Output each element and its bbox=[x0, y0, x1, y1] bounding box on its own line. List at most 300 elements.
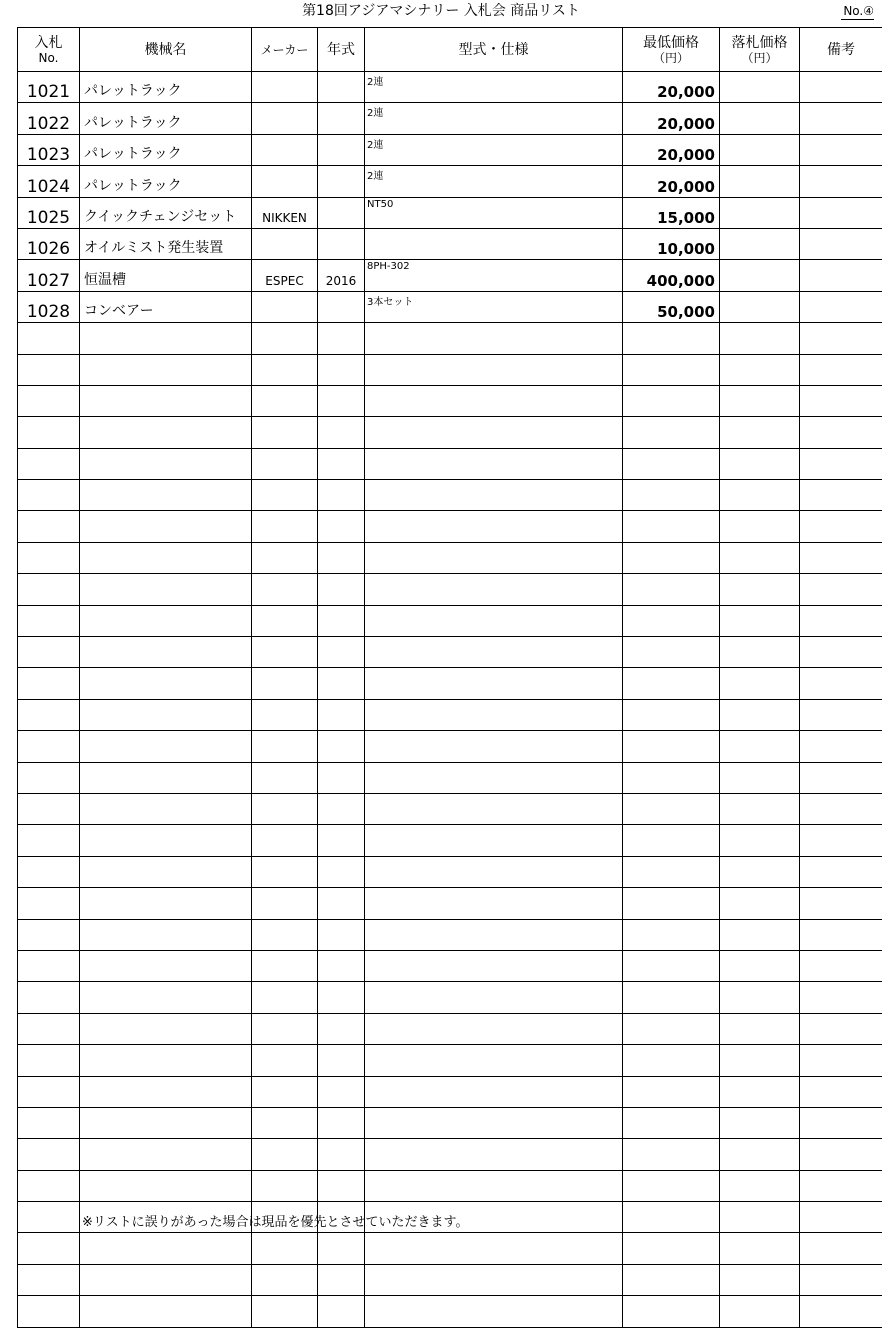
cell-min-price bbox=[623, 888, 720, 919]
cell-notes bbox=[800, 982, 882, 1013]
empty-table-row bbox=[18, 731, 882, 762]
cell-min-price bbox=[623, 982, 720, 1013]
cell-year bbox=[318, 72, 365, 103]
cell-year bbox=[318, 103, 365, 134]
cell-maker bbox=[252, 856, 318, 887]
cell-machine-name bbox=[80, 1139, 252, 1170]
cell-machine-name bbox=[80, 323, 252, 354]
cell-bid-no: 1026 bbox=[18, 228, 80, 259]
cell-win-price bbox=[720, 825, 800, 856]
header-bid-no-line2: No. bbox=[18, 51, 79, 65]
empty-table-row bbox=[18, 1076, 882, 1107]
cell-bid-no bbox=[18, 417, 80, 448]
cell-machine-name bbox=[80, 511, 252, 542]
cell-notes bbox=[800, 637, 882, 668]
header-year: 年式 bbox=[318, 28, 365, 72]
cell-min-price bbox=[623, 637, 720, 668]
table-row bbox=[18, 72, 882, 103]
cell-year bbox=[318, 950, 365, 981]
cell-notes bbox=[800, 793, 882, 824]
cell-maker bbox=[252, 1264, 318, 1295]
cell-maker bbox=[252, 825, 318, 856]
cell-spec bbox=[365, 542, 623, 573]
cell-min-price: 20,000 bbox=[623, 134, 720, 165]
cell-spec bbox=[365, 1170, 623, 1201]
header-maker: メーカー bbox=[252, 28, 318, 72]
header-win-price-line1: 落札価格 bbox=[732, 35, 788, 51]
cell-maker bbox=[252, 134, 318, 165]
cell-spec bbox=[365, 1233, 623, 1264]
cell-win-price bbox=[720, 1202, 800, 1233]
cell-maker bbox=[252, 574, 318, 605]
cell-notes bbox=[800, 1296, 882, 1327]
cell-spec bbox=[365, 354, 623, 385]
cell-bid-no bbox=[18, 1202, 80, 1233]
empty-table-row bbox=[18, 856, 882, 887]
cell-min-price bbox=[623, 417, 720, 448]
cell-bid-no bbox=[18, 1013, 80, 1044]
empty-table-row bbox=[18, 1107, 882, 1138]
empty-table-row bbox=[18, 511, 882, 542]
header-min-price-line1: 最低価格 bbox=[643, 35, 699, 51]
cell-spec bbox=[365, 668, 623, 699]
cell-notes bbox=[800, 480, 882, 511]
cell-maker bbox=[252, 731, 318, 762]
cell-notes bbox=[800, 166, 882, 197]
empty-table-row bbox=[18, 542, 882, 573]
cell-bid-no bbox=[18, 1170, 80, 1201]
empty-table-row bbox=[18, 354, 882, 385]
cell-machine-name bbox=[80, 762, 252, 793]
table-row bbox=[18, 291, 882, 322]
cell-notes bbox=[800, 762, 882, 793]
cell-year bbox=[318, 699, 365, 730]
product-list-table bbox=[17, 27, 882, 1328]
cell-year bbox=[318, 1013, 365, 1044]
cell-min-price bbox=[623, 605, 720, 636]
cell-spec bbox=[365, 228, 623, 259]
cell-bid-no bbox=[18, 323, 80, 354]
cell-machine-name bbox=[80, 1045, 252, 1076]
cell-win-price bbox=[720, 950, 800, 981]
empty-table-row bbox=[18, 417, 882, 448]
empty-table-row bbox=[18, 1045, 882, 1076]
cell-machine-name: パレットラック bbox=[80, 134, 252, 165]
cell-bid-no bbox=[18, 888, 80, 919]
cell-spec bbox=[365, 1045, 623, 1076]
cell-maker bbox=[252, 72, 318, 103]
cell-machine-name bbox=[80, 731, 252, 762]
cell-notes bbox=[800, 1013, 882, 1044]
cell-notes bbox=[800, 1045, 882, 1076]
cell-min-price bbox=[623, 574, 720, 605]
cell-spec bbox=[365, 1296, 623, 1327]
cell-win-price bbox=[720, 166, 800, 197]
cell-bid-no bbox=[18, 542, 80, 573]
cell-machine-name bbox=[80, 888, 252, 919]
cell-notes bbox=[800, 668, 882, 699]
header-row bbox=[18, 28, 882, 72]
empty-table-row bbox=[18, 699, 882, 730]
cell-maker bbox=[252, 354, 318, 385]
cell-win-price bbox=[720, 1296, 800, 1327]
cell-win-price bbox=[720, 260, 800, 291]
cell-machine-name bbox=[80, 448, 252, 479]
cell-bid-no bbox=[18, 919, 80, 950]
cell-year bbox=[318, 1139, 365, 1170]
header-min-price bbox=[623, 28, 720, 72]
cell-machine-name bbox=[80, 950, 252, 981]
cell-min-price: 20,000 bbox=[623, 103, 720, 134]
cell-maker: NIKKEN bbox=[252, 197, 318, 228]
cell-notes bbox=[800, 260, 882, 291]
cell-maker bbox=[252, 1076, 318, 1107]
cell-spec bbox=[365, 385, 623, 416]
cell-notes bbox=[800, 134, 882, 165]
empty-table-row bbox=[18, 950, 882, 981]
cell-win-price bbox=[720, 1107, 800, 1138]
cell-maker bbox=[252, 511, 318, 542]
cell-maker bbox=[252, 1045, 318, 1076]
header-notes: 備考 bbox=[800, 28, 882, 72]
cell-bid-no bbox=[18, 1076, 80, 1107]
cell-notes bbox=[800, 1107, 882, 1138]
cell-notes bbox=[800, 1264, 882, 1295]
cell-win-price bbox=[720, 982, 800, 1013]
cell-min-price bbox=[623, 950, 720, 981]
cell-min-price bbox=[623, 1139, 720, 1170]
cell-bid-no bbox=[18, 699, 80, 730]
cell-machine-name: パレットラック bbox=[80, 166, 252, 197]
cell-spec: 2連 bbox=[365, 72, 623, 103]
cell-bid-no bbox=[18, 1233, 80, 1264]
header-min-price-line2: （円） bbox=[623, 51, 719, 65]
cell-bid-no bbox=[18, 762, 80, 793]
table-row bbox=[18, 134, 882, 165]
cell-win-price bbox=[720, 103, 800, 134]
cell-spec bbox=[365, 448, 623, 479]
cell-year bbox=[318, 825, 365, 856]
cell-spec bbox=[365, 323, 623, 354]
empty-table-row bbox=[18, 637, 882, 668]
cell-notes bbox=[800, 699, 882, 730]
cell-machine-name: クイックチェンジセット bbox=[80, 197, 252, 228]
cell-year bbox=[318, 1170, 365, 1201]
cell-spec: 2連 bbox=[365, 166, 623, 197]
cell-bid-no bbox=[18, 982, 80, 1013]
cell-min-price bbox=[623, 1170, 720, 1201]
empty-table-row bbox=[18, 919, 882, 950]
cell-bid-no: 1027 bbox=[18, 260, 80, 291]
cell-min-price bbox=[623, 542, 720, 573]
cell-machine-name bbox=[80, 825, 252, 856]
cell-win-price bbox=[720, 919, 800, 950]
cell-maker bbox=[252, 166, 318, 197]
cell-bid-no bbox=[18, 605, 80, 636]
cell-min-price bbox=[623, 762, 720, 793]
cell-notes bbox=[800, 888, 882, 919]
cell-year bbox=[318, 731, 365, 762]
cell-maker bbox=[252, 668, 318, 699]
cell-win-price bbox=[720, 1076, 800, 1107]
table-row bbox=[18, 103, 882, 134]
cell-spec: 2連 bbox=[365, 103, 623, 134]
cell-spec bbox=[365, 731, 623, 762]
cell-win-price bbox=[720, 699, 800, 730]
cell-year bbox=[318, 134, 365, 165]
page-title: 第18回アジアマシナリー 入札会 商品リスト bbox=[0, 2, 882, 20]
cell-maker bbox=[252, 982, 318, 1013]
cell-bid-no bbox=[18, 793, 80, 824]
cell-notes bbox=[800, 72, 882, 103]
cell-min-price: 20,000 bbox=[623, 72, 720, 103]
cell-spec: 8PH-302 bbox=[365, 260, 623, 291]
cell-win-price bbox=[720, 1170, 800, 1201]
cell-year bbox=[318, 1076, 365, 1107]
cell-spec bbox=[365, 574, 623, 605]
cell-machine-name bbox=[80, 1233, 252, 1264]
cell-min-price: 15,000 bbox=[623, 197, 720, 228]
table-body bbox=[18, 72, 882, 1328]
header-bid-no bbox=[18, 28, 80, 72]
cell-win-price bbox=[720, 1139, 800, 1170]
empty-table-row bbox=[18, 1233, 882, 1264]
cell-min-price bbox=[623, 385, 720, 416]
cell-year bbox=[318, 1296, 365, 1327]
cell-min-price bbox=[623, 793, 720, 824]
cell-notes bbox=[800, 417, 882, 448]
cell-win-price bbox=[720, 323, 800, 354]
cell-bid-no: 1021 bbox=[18, 72, 80, 103]
table-header bbox=[18, 28, 882, 72]
cell-maker bbox=[252, 417, 318, 448]
cell-bid-no: 1024 bbox=[18, 166, 80, 197]
cell-min-price bbox=[623, 354, 720, 385]
cell-win-price bbox=[720, 793, 800, 824]
cell-bid-no bbox=[18, 825, 80, 856]
cell-machine-name: パレットラック bbox=[80, 103, 252, 134]
cell-win-price bbox=[720, 291, 800, 322]
empty-table-row bbox=[18, 480, 882, 511]
cell-machine-name bbox=[80, 1013, 252, 1044]
empty-table-row bbox=[18, 1170, 882, 1201]
cell-min-price: 20,000 bbox=[623, 166, 720, 197]
cell-win-price bbox=[720, 511, 800, 542]
cell-spec: 2連 bbox=[365, 134, 623, 165]
cell-bid-no bbox=[18, 1139, 80, 1170]
cell-notes bbox=[800, 385, 882, 416]
cell-notes bbox=[800, 291, 882, 322]
cell-year bbox=[318, 385, 365, 416]
cell-machine-name bbox=[80, 417, 252, 448]
cell-year bbox=[318, 417, 365, 448]
cell-year bbox=[318, 605, 365, 636]
empty-table-row bbox=[18, 668, 882, 699]
cell-bid-no bbox=[18, 480, 80, 511]
cell-maker bbox=[252, 1233, 318, 1264]
cell-year bbox=[318, 291, 365, 322]
cell-notes bbox=[800, 197, 882, 228]
cell-notes bbox=[800, 542, 882, 573]
cell-bid-no bbox=[18, 1296, 80, 1327]
cell-win-price bbox=[720, 668, 800, 699]
empty-table-row bbox=[18, 448, 882, 479]
empty-table-row bbox=[18, 1264, 882, 1295]
cell-spec bbox=[365, 888, 623, 919]
cell-spec bbox=[365, 982, 623, 1013]
cell-machine-name bbox=[80, 793, 252, 824]
header-win-price-line2: （円） bbox=[720, 51, 799, 65]
cell-win-price bbox=[720, 1264, 800, 1295]
cell-maker: ESPEC bbox=[252, 260, 318, 291]
cell-machine-name bbox=[80, 574, 252, 605]
header-spec: 型式・仕様 bbox=[365, 28, 623, 72]
cell-spec bbox=[365, 637, 623, 668]
cell-year bbox=[318, 888, 365, 919]
cell-notes bbox=[800, 103, 882, 134]
cell-machine-name bbox=[80, 1170, 252, 1201]
cell-machine-name bbox=[80, 856, 252, 887]
cell-win-price bbox=[720, 637, 800, 668]
cell-maker bbox=[252, 323, 318, 354]
cell-win-price bbox=[720, 605, 800, 636]
cell-maker bbox=[252, 1170, 318, 1201]
cell-maker bbox=[252, 1107, 318, 1138]
empty-table-row bbox=[18, 605, 882, 636]
cell-notes bbox=[800, 1233, 882, 1264]
empty-table-row bbox=[18, 323, 882, 354]
cell-spec: NT50 bbox=[365, 197, 623, 228]
cell-maker bbox=[252, 1013, 318, 1044]
cell-win-price bbox=[720, 480, 800, 511]
cell-maker bbox=[252, 793, 318, 824]
cell-spec bbox=[365, 1013, 623, 1044]
empty-table-row bbox=[18, 762, 882, 793]
cell-notes bbox=[800, 574, 882, 605]
cell-notes bbox=[800, 323, 882, 354]
cell-maker bbox=[252, 1139, 318, 1170]
cell-win-price bbox=[720, 354, 800, 385]
table-row bbox=[18, 260, 882, 291]
cell-maker bbox=[252, 291, 318, 322]
cell-spec bbox=[365, 1107, 623, 1138]
cell-year bbox=[318, 480, 365, 511]
cell-bid-no bbox=[18, 574, 80, 605]
cell-machine-name: コンベアー bbox=[80, 291, 252, 322]
cell-year bbox=[318, 1107, 365, 1138]
empty-table-row bbox=[18, 888, 882, 919]
cell-year bbox=[318, 668, 365, 699]
cell-maker bbox=[252, 542, 318, 573]
cell-year bbox=[318, 762, 365, 793]
cell-bid-no bbox=[18, 1107, 80, 1138]
cell-spec bbox=[365, 950, 623, 981]
cell-min-price bbox=[623, 825, 720, 856]
cell-year bbox=[318, 637, 365, 668]
cell-year bbox=[318, 197, 365, 228]
cell-win-price bbox=[720, 731, 800, 762]
cell-bid-no bbox=[18, 856, 80, 887]
header-win-price bbox=[720, 28, 800, 72]
cell-machine-name bbox=[80, 1107, 252, 1138]
cell-bid-no bbox=[18, 637, 80, 668]
empty-table-row bbox=[18, 1013, 882, 1044]
cell-maker bbox=[252, 950, 318, 981]
cell-win-price bbox=[720, 1233, 800, 1264]
cell-min-price: 50,000 bbox=[623, 291, 720, 322]
cell-notes bbox=[800, 919, 882, 950]
cell-notes bbox=[800, 448, 882, 479]
cell-spec bbox=[365, 919, 623, 950]
cell-min-price bbox=[623, 1202, 720, 1233]
cell-bid-no bbox=[18, 668, 80, 699]
cell-machine-name bbox=[80, 542, 252, 573]
header-bid-no-line1: 入札 bbox=[35, 35, 63, 51]
cell-min-price bbox=[623, 1013, 720, 1044]
empty-table-row bbox=[18, 982, 882, 1013]
table-row bbox=[18, 228, 882, 259]
cell-min-price bbox=[623, 511, 720, 542]
cell-min-price bbox=[623, 1045, 720, 1076]
cell-spec bbox=[365, 1139, 623, 1170]
cell-notes bbox=[800, 605, 882, 636]
cell-year bbox=[318, 982, 365, 1013]
cell-machine-name bbox=[80, 1076, 252, 1107]
cell-year bbox=[318, 1264, 365, 1295]
cell-min-price bbox=[623, 1264, 720, 1295]
cell-year bbox=[318, 574, 365, 605]
cell-machine-name bbox=[80, 919, 252, 950]
cell-win-price bbox=[720, 228, 800, 259]
page-number: No.④ bbox=[841, 3, 874, 20]
header-machine-name: 機械名 bbox=[80, 28, 252, 72]
cell-year bbox=[318, 793, 365, 824]
cell-notes bbox=[800, 354, 882, 385]
cell-win-price bbox=[720, 72, 800, 103]
cell-maker bbox=[252, 762, 318, 793]
cell-year bbox=[318, 542, 365, 573]
cell-min-price bbox=[623, 919, 720, 950]
cell-bid-no: 1022 bbox=[18, 103, 80, 134]
cell-year bbox=[318, 166, 365, 197]
cell-spec bbox=[365, 511, 623, 542]
cell-min-price bbox=[623, 448, 720, 479]
cell-win-price bbox=[720, 856, 800, 887]
cell-notes bbox=[800, 1076, 882, 1107]
cell-min-price bbox=[623, 1233, 720, 1264]
cell-machine-name bbox=[80, 385, 252, 416]
cell-win-price bbox=[720, 448, 800, 479]
empty-table-row bbox=[18, 793, 882, 824]
cell-bid-no bbox=[18, 1264, 80, 1295]
cell-maker bbox=[252, 448, 318, 479]
cell-min-price bbox=[623, 668, 720, 699]
cell-spec bbox=[365, 762, 623, 793]
cell-min-price bbox=[623, 699, 720, 730]
cell-notes bbox=[800, 228, 882, 259]
cell-notes bbox=[800, 731, 882, 762]
cell-win-price bbox=[720, 134, 800, 165]
cell-win-price bbox=[720, 1013, 800, 1044]
cell-notes bbox=[800, 950, 882, 981]
cell-win-price bbox=[720, 1045, 800, 1076]
cell-maker bbox=[252, 1296, 318, 1327]
cell-spec bbox=[365, 480, 623, 511]
cell-machine-name bbox=[80, 1264, 252, 1295]
cell-maker bbox=[252, 699, 318, 730]
cell-bid-no bbox=[18, 354, 80, 385]
cell-year bbox=[318, 856, 365, 887]
